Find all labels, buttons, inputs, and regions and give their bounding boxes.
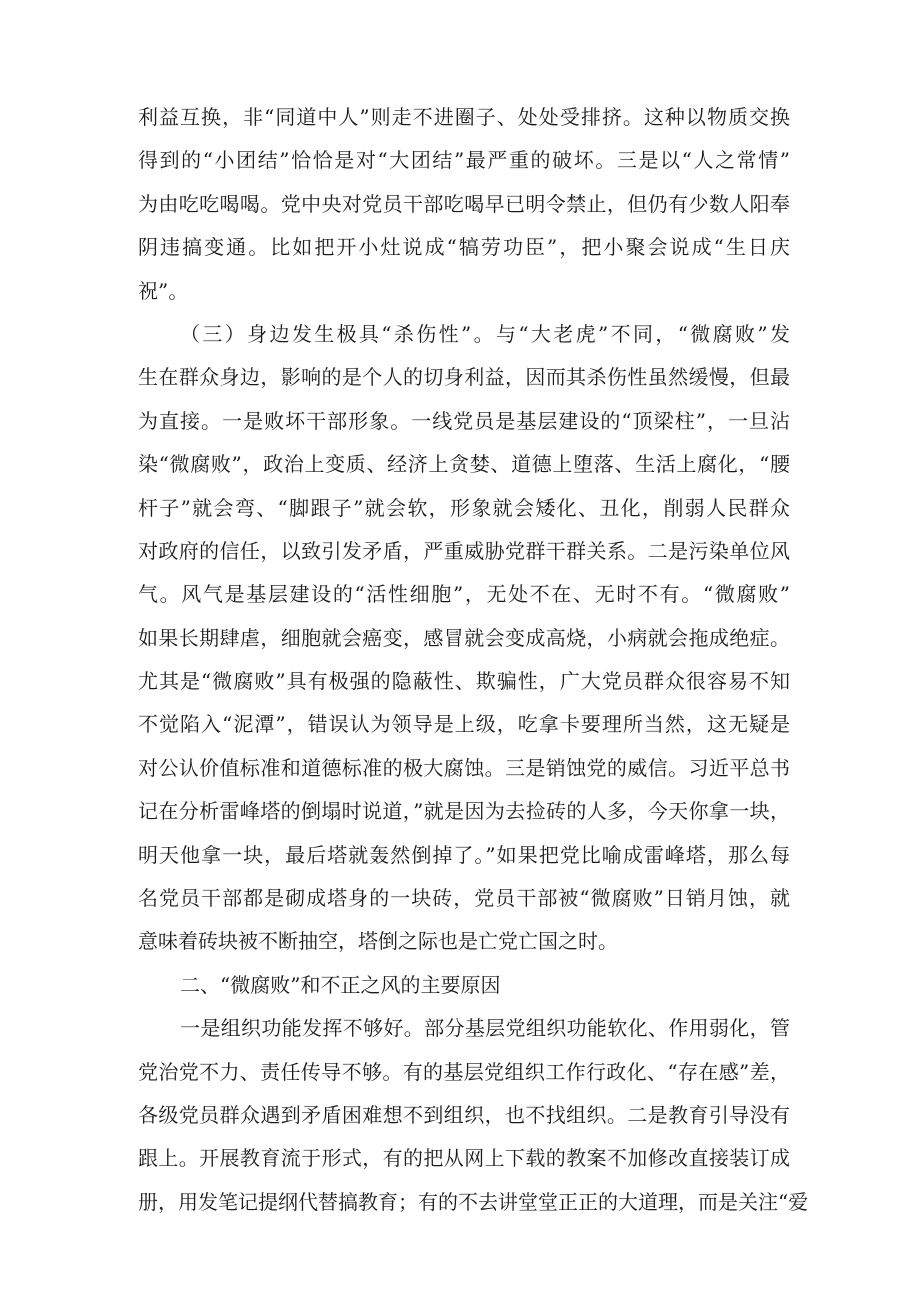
text-line: 染“微腐败”，政治上变质、经济上贪婪、道德上堕落、生活上腐化，“腰 xyxy=(138,452,790,477)
text-line: 利益互换，非“同道中人”则走不进圈子、处处受排挤。这种以物质交换 xyxy=(138,105,790,129)
text-line: 名党员干部都是砌成塔身的一块砖，党员干部被“微腐败”日销月蚀，就 xyxy=(138,886,790,911)
document-body xyxy=(138,96,809,1224)
text-line: 党治党不力、责任传导不够。有的基层党组织工作行政化、“存在感”差， xyxy=(138,1059,790,1084)
text-line: 对政府的信任，以致引发矛盾，严重威胁党群干群关系。二是污染单位风 xyxy=(138,538,790,563)
text-line: 记在分析雷峰塔的倒塌时说道，”就是因为去捡砖的人多，今天你拿一块， xyxy=(138,799,790,824)
text-line: 不觉陷入“泥潭”，错误认为领导是上级，吃拿卡要理所当然，这无疑是 xyxy=(138,712,790,737)
text-line: 得到的“小团结”恰恰是对“大团结”最严重的破坏。三是以“人之常情” xyxy=(138,148,790,173)
text-line: 祝”。 xyxy=(138,278,189,303)
text-line: 如果长期肆虐，细胞就会癌变，感冒就会变成高烧，小病就会拖成绝症。 xyxy=(138,625,790,650)
paragraph-start-line: 一是组织功能发挥不够好。部分基层党组织功能软化、作用弱化，管 xyxy=(180,1016,790,1041)
text-line: 为直接。一是败坏干部形象。一线党员是基层建设的“顶梁柱”，一旦沾 xyxy=(138,408,790,433)
text-line: 对公认价值标准和道德标准的极大腐蚀。三是销蚀党的威信。习近平总书 xyxy=(138,755,790,780)
text-line: 跟上。开展教育流于形式，有的把从网上下载的教案不加修改直接装订成 xyxy=(138,1146,790,1171)
text-line: 杆子”就会弯、“脚跟子”就会软，形象就会矮化、丑化，削弱人民群众 xyxy=(138,495,790,520)
text-line: 意味着砖块被不断抽空，塔倒之际也是亡党亡国之时。 xyxy=(138,929,618,954)
text-line: 阴违搞变通。比如把开小灶说成“犒劳功臣”，把小聚会说成“生日庆 xyxy=(138,235,790,260)
text-line: 气。风气是基层建设的“活性细胞”，无处不在、无时不有。“微腐败” xyxy=(138,582,790,607)
section-heading: 二、“微腐败”和不正之风的主要原因 xyxy=(180,972,501,997)
text-line: 册，用发笔记提纲代替搞教育；有的不去讲堂堂正正的大道理，而是关注“爱 xyxy=(138,1189,809,1214)
text-line: 生在群众身边，影响的是个人的切身利益，因而其杀伤性虽然缓慢，但最 xyxy=(138,365,790,390)
paragraph-start-line: （三）身边发生极具“杀伤性”。与“大老虎”不同，“微腐败”发 xyxy=(180,321,790,346)
text-line: 明天他拿一块，最后塔就轰然倒掉了。”如果把党比喻成雷峰塔，那么每 xyxy=(138,842,790,867)
text-line: 各级党员群众遇到矛盾困难想不到组织，也不找组织。二是教育引导没有 xyxy=(138,1102,790,1127)
text-line: 为由吃吃喝喝。党中央对党员干部吃喝早已明令禁止，但仍有少数人阳奉 xyxy=(138,191,790,216)
text-line: 尤其是“微腐败”具有极强的隐蔽性、欺骗性，广大党员群众很容易不知 xyxy=(138,669,790,694)
